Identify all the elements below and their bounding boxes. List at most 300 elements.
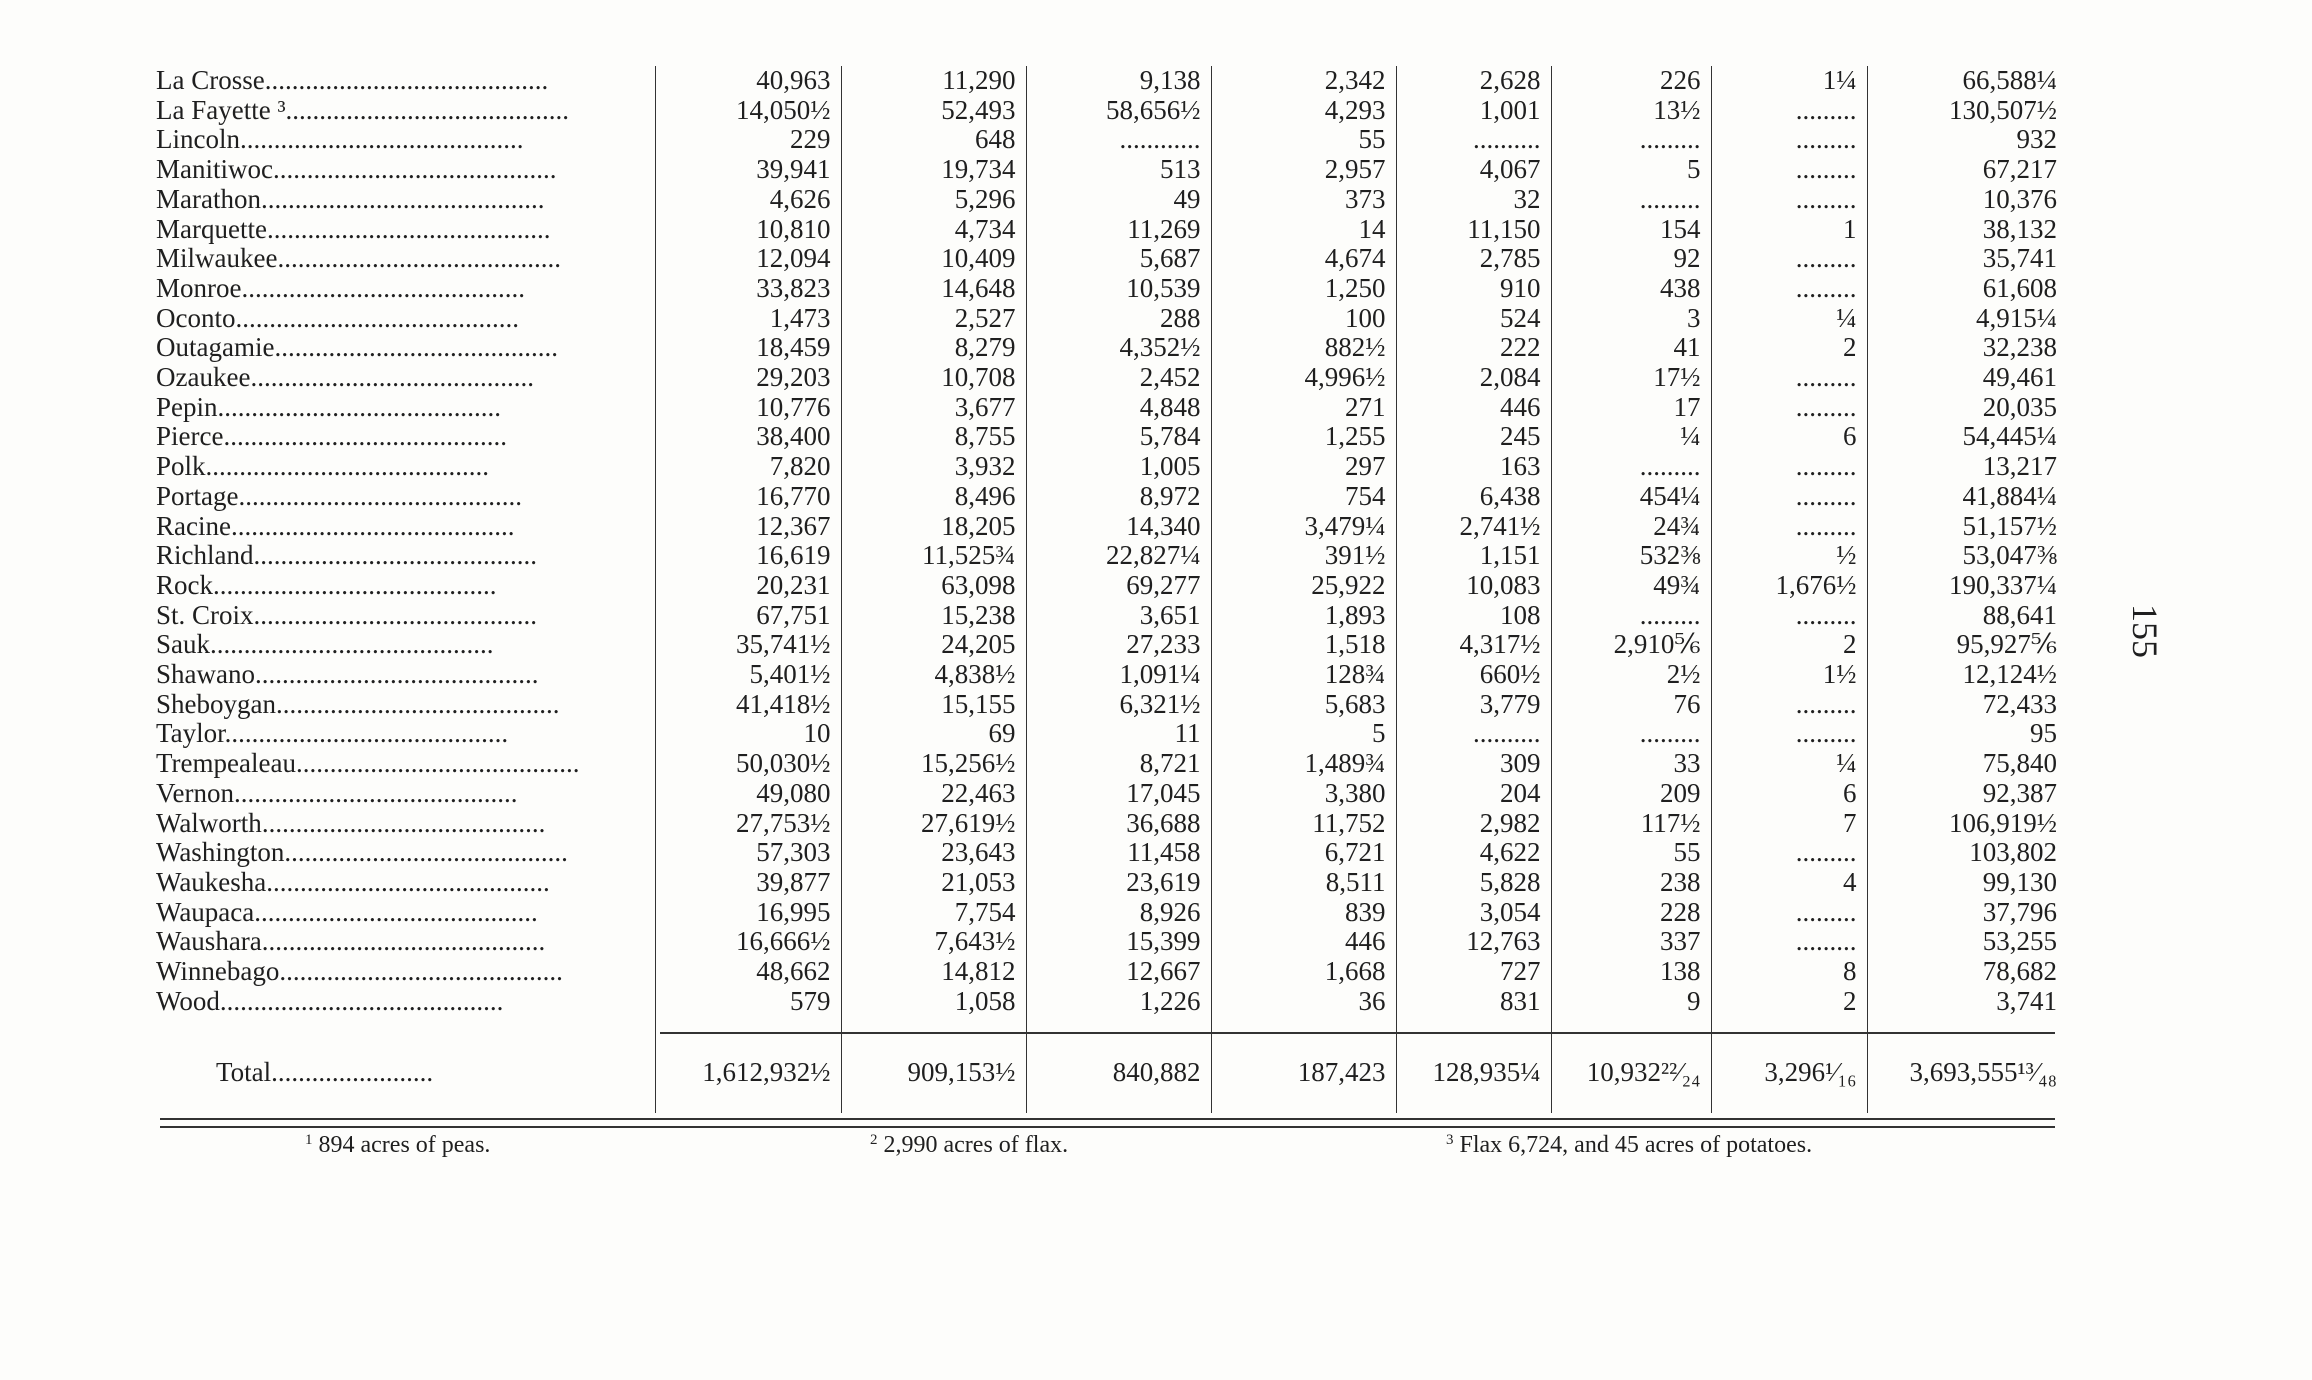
value-cell: 2 xyxy=(1711,987,1867,1017)
value-cell: 7 xyxy=(1711,809,1867,839)
value-cell: 4,848 xyxy=(1026,393,1211,423)
table-row xyxy=(152,452,2067,482)
value-cell: 106,919½ xyxy=(1867,809,2067,839)
county-name: Wood.......................................... xyxy=(156,986,504,1016)
value-cell: 95 xyxy=(1867,719,2067,749)
value-cell: 63,098 xyxy=(841,571,1026,601)
county-name: Walworth.......................................... xyxy=(156,808,546,838)
value-cell: 14,812 xyxy=(841,957,1026,987)
county-name: Manitiwoc.......................................... xyxy=(156,155,557,185)
page-number: 155 xyxy=(2125,604,2165,658)
value-cell: 8 xyxy=(1711,957,1867,987)
table-row xyxy=(152,809,2067,839)
value-cell: 2,452 xyxy=(1026,363,1211,393)
value-cell: 446 xyxy=(1211,927,1396,957)
table-row xyxy=(152,838,2067,868)
value-cell: 21,053 xyxy=(841,868,1026,898)
value-cell: 20,035 xyxy=(1867,393,2067,423)
county-name: Sauk.......................................... xyxy=(156,630,494,660)
value-cell: 38,132 xyxy=(1867,215,2067,245)
table-row xyxy=(152,660,2067,690)
value-cell: 3,741 xyxy=(1867,987,2067,1017)
value-cell: 41,884¼ xyxy=(1867,482,2067,512)
county-name: Ozaukee.......................................... xyxy=(156,363,534,393)
value-cell: 6 xyxy=(1711,422,1867,452)
county-name: Rock.......................................... xyxy=(156,570,497,600)
value-cell: 3,380 xyxy=(1211,779,1396,809)
value-cell: 50,030½ xyxy=(655,749,841,779)
value-cell: ......... xyxy=(1711,125,1867,155)
value-cell: 72,433 xyxy=(1867,690,2067,720)
value-cell: 4,674 xyxy=(1211,244,1396,274)
value-cell: 1 xyxy=(1711,215,1867,245)
value-cell: 32 xyxy=(1396,185,1551,215)
value-cell: 10,708 xyxy=(841,363,1026,393)
value-cell: 103,802 xyxy=(1867,838,2067,868)
value-cell: 27,753½ xyxy=(655,809,841,839)
value-cell: 1¼ xyxy=(1711,66,1867,96)
value-cell: 11,752 xyxy=(1211,809,1396,839)
value-cell: 3,932 xyxy=(841,452,1026,482)
value-cell: 1,255 xyxy=(1211,422,1396,452)
value-cell: 38,400 xyxy=(655,422,841,452)
value-cell: 1,005 xyxy=(1026,452,1211,482)
value-cell: 10,083 xyxy=(1396,571,1551,601)
value-cell: 61,608 xyxy=(1867,274,2067,304)
value-cell: 35,741 xyxy=(1867,244,2067,274)
value-cell: ......... xyxy=(1551,452,1711,482)
value-cell: 154 xyxy=(1551,215,1711,245)
table-row xyxy=(152,630,2067,660)
value-cell: 5 xyxy=(1211,719,1396,749)
county-rows xyxy=(152,66,2067,1017)
footnotes xyxy=(0,1132,2312,1172)
value-cell: 14,340 xyxy=(1026,512,1211,542)
value-cell: 17 xyxy=(1551,393,1711,423)
value-cell: 8,755 xyxy=(841,422,1026,452)
value-cell: 49¾ xyxy=(1551,571,1711,601)
table-row xyxy=(152,541,2067,571)
value-cell: 10,376 xyxy=(1867,185,2067,215)
value-cell: ......... xyxy=(1711,927,1867,957)
value-cell: 190,337¼ xyxy=(1867,571,2067,601)
county-name: Waukesha.......................................... xyxy=(156,867,550,897)
value-cell: 24,205 xyxy=(841,630,1026,660)
table-row xyxy=(152,749,2067,779)
value-cell: 5,687 xyxy=(1026,244,1211,274)
total-row xyxy=(152,1027,2067,1113)
value-cell: 75,840 xyxy=(1867,749,2067,779)
value-cell: 12,094 xyxy=(655,244,841,274)
value-cell: 1½ xyxy=(1711,660,1867,690)
value-cell: ......... xyxy=(1711,482,1867,512)
county-name: Oconto.......................................... xyxy=(156,303,519,333)
value-cell: 69 xyxy=(841,719,1026,749)
value-cell: 33 xyxy=(1551,749,1711,779)
value-cell: 48,662 xyxy=(655,957,841,987)
value-cell: 11,150 xyxy=(1396,215,1551,245)
table-row xyxy=(152,215,2067,245)
table-row xyxy=(152,868,2067,898)
value-cell: 3 xyxy=(1551,304,1711,334)
value-cell: 1,091¼ xyxy=(1026,660,1211,690)
value-cell: ......... xyxy=(1711,185,1867,215)
table-row xyxy=(152,987,2067,1017)
total-cell: 1,612,932½ xyxy=(655,1027,841,1113)
total-cell: 128,935¼ xyxy=(1396,1027,1551,1113)
value-cell: 10,810 xyxy=(655,215,841,245)
table-row xyxy=(152,601,2067,631)
value-cell: 3,054 xyxy=(1396,898,1551,928)
value-cell: 15,256½ xyxy=(841,749,1026,779)
value-cell: 4,734 xyxy=(841,215,1026,245)
value-cell: 5 xyxy=(1551,155,1711,185)
value-cell: 4,838½ xyxy=(841,660,1026,690)
value-cell: ½ xyxy=(1711,541,1867,571)
value-cell: 9 xyxy=(1551,987,1711,1017)
value-cell: 579 xyxy=(655,987,841,1017)
value-cell: 11,269 xyxy=(1026,215,1211,245)
value-cell: ......... xyxy=(1711,452,1867,482)
value-cell: 4,622 xyxy=(1396,838,1551,868)
total-cell: 3,296¹⁄₁₆ xyxy=(1711,1027,1867,1113)
total-cell: 909,153½ xyxy=(841,1027,1026,1113)
value-cell: 4,352½ xyxy=(1026,333,1211,363)
value-cell: 13,217 xyxy=(1867,452,2067,482)
value-cell: 297 xyxy=(1211,452,1396,482)
value-cell: 95,927⅚ xyxy=(1867,630,2067,660)
value-cell: 2,785 xyxy=(1396,244,1551,274)
value-cell: 8,496 xyxy=(841,482,1026,512)
table-row xyxy=(152,482,2067,512)
value-cell: 51,157½ xyxy=(1867,512,2067,542)
value-cell: ......... xyxy=(1551,719,1711,749)
value-cell: 14 xyxy=(1211,215,1396,245)
value-cell: 49,461 xyxy=(1867,363,2067,393)
value-cell: ......... xyxy=(1711,244,1867,274)
table-row xyxy=(152,333,2067,363)
county-name: St. Croix.......................................... xyxy=(156,600,538,630)
value-cell: 831 xyxy=(1396,987,1551,1017)
value-cell: 10,776 xyxy=(655,393,841,423)
county-name: Waupaca.......................................... xyxy=(156,897,538,927)
value-cell: 10 xyxy=(655,719,841,749)
table-row xyxy=(152,422,2067,452)
county-name: Portage.......................................... xyxy=(156,481,522,511)
value-cell: 5,296 xyxy=(841,185,1026,215)
table-row xyxy=(152,512,2067,542)
value-cell: ......... xyxy=(1711,898,1867,928)
value-cell: 18,459 xyxy=(655,333,841,363)
value-cell: 57,303 xyxy=(655,838,841,868)
total-cell: 3,693,555¹³⁄₄₈ xyxy=(1867,1027,2067,1113)
value-cell: 2,628 xyxy=(1396,66,1551,96)
value-cell: 108 xyxy=(1396,601,1551,631)
value-cell: 52,493 xyxy=(841,96,1026,126)
value-cell: 23,619 xyxy=(1026,868,1211,898)
value-cell: 33,823 xyxy=(655,274,841,304)
value-cell: 58,656½ xyxy=(1026,96,1211,126)
value-cell: 6,438 xyxy=(1396,482,1551,512)
value-cell: 309 xyxy=(1396,749,1551,779)
value-cell: ¼ xyxy=(1711,304,1867,334)
value-cell: 36 xyxy=(1211,987,1396,1017)
value-cell: 117½ xyxy=(1551,809,1711,839)
value-cell: 40,963 xyxy=(655,66,841,96)
value-cell: 228 xyxy=(1551,898,1711,928)
value-cell: 29,203 xyxy=(655,363,841,393)
value-cell: ......... xyxy=(1711,719,1867,749)
value-cell: 11 xyxy=(1026,719,1211,749)
value-cell: ......... xyxy=(1711,274,1867,304)
value-cell: 100 xyxy=(1211,304,1396,334)
county-name: Vernon.......................................... xyxy=(156,778,518,808)
value-cell: 3,479¼ xyxy=(1211,512,1396,542)
value-cell: 446 xyxy=(1396,393,1551,423)
value-cell: 12,667 xyxy=(1026,957,1211,987)
value-cell: 754 xyxy=(1211,482,1396,512)
value-cell: 14,648 xyxy=(841,274,1026,304)
value-cell: 1,518 xyxy=(1211,630,1396,660)
value-cell: ......... xyxy=(1711,601,1867,631)
total-cell: 187,423 xyxy=(1211,1027,1396,1113)
value-cell: 35,741½ xyxy=(655,630,841,660)
value-cell: 12,124½ xyxy=(1867,660,2067,690)
table-row xyxy=(152,363,2067,393)
table-row xyxy=(152,155,2067,185)
value-cell: 3,677 xyxy=(841,393,1026,423)
value-cell: 88,641 xyxy=(1867,601,2067,631)
total-cell: 840,882 xyxy=(1026,1027,1211,1113)
county-name: Racine.......................................... xyxy=(156,511,515,541)
value-cell: 12,763 xyxy=(1396,927,1551,957)
value-cell: ......... xyxy=(1711,155,1867,185)
value-cell: 16,666½ xyxy=(655,927,841,957)
value-cell: 1,058 xyxy=(841,987,1026,1017)
value-cell: 53,047⅜ xyxy=(1867,541,2067,571)
value-cell: ......... xyxy=(1551,185,1711,215)
value-cell: 138 xyxy=(1551,957,1711,987)
value-cell: 24¾ xyxy=(1551,512,1711,542)
value-cell: 36,688 xyxy=(1026,809,1211,839)
county-name: Waushara.......................................... xyxy=(156,927,546,957)
table-row xyxy=(152,393,2067,423)
value-cell: 19,734 xyxy=(841,155,1026,185)
value-cell: 245 xyxy=(1396,422,1551,452)
county-name: Sheboygan.......................................... xyxy=(156,689,560,719)
table-row xyxy=(152,96,2067,126)
value-cell: 2,957 xyxy=(1211,155,1396,185)
value-cell: 78,682 xyxy=(1867,957,2067,987)
value-cell: 932 xyxy=(1867,125,2067,155)
value-cell: 130,507½ xyxy=(1867,96,2067,126)
value-cell: 11,458 xyxy=(1026,838,1211,868)
value-cell: 1,473 xyxy=(655,304,841,334)
table-row xyxy=(152,185,2067,215)
value-cell: 16,995 xyxy=(655,898,841,928)
value-cell: 5,784 xyxy=(1026,422,1211,452)
value-cell: 3,651 xyxy=(1026,601,1211,631)
value-cell: 22,463 xyxy=(841,779,1026,809)
county-name: Monroe.......................................... xyxy=(156,273,525,303)
value-cell: 49,080 xyxy=(655,779,841,809)
value-cell: 10,539 xyxy=(1026,274,1211,304)
county-name: Winnebago.......................................... xyxy=(156,957,563,987)
county-name: Polk.......................................... xyxy=(156,452,490,482)
value-cell: 128¾ xyxy=(1211,660,1396,690)
value-cell: 648 xyxy=(841,125,1026,155)
value-cell: 2 xyxy=(1711,630,1867,660)
value-cell: ......... xyxy=(1711,363,1867,393)
value-cell: 4,317½ xyxy=(1396,630,1551,660)
value-cell: 1,226 xyxy=(1026,987,1211,1017)
value-cell: 7,643½ xyxy=(841,927,1026,957)
value-cell: 839 xyxy=(1211,898,1396,928)
value-cell: 288 xyxy=(1026,304,1211,334)
value-cell: 23,643 xyxy=(841,838,1026,868)
value-cell: 3,779 xyxy=(1396,690,1551,720)
value-cell: 229 xyxy=(655,125,841,155)
value-cell: 10,409 xyxy=(841,244,1026,274)
value-cell: 7,820 xyxy=(655,452,841,482)
county-name: Washington.......................................... xyxy=(156,838,568,868)
value-cell: 660½ xyxy=(1396,660,1551,690)
value-cell: 11,290 xyxy=(841,66,1026,96)
value-cell: 391½ xyxy=(1211,541,1396,571)
value-cell: 438 xyxy=(1551,274,1711,304)
county-name: La Crosse.......................................... xyxy=(156,66,549,95)
value-cell: 41 xyxy=(1551,333,1711,363)
footnote: $^3$ Flax 6,724, and 45 acres of potatoes. xyxy=(1446,1132,1813,1158)
county-name: Pierce.......................................... xyxy=(156,422,507,452)
value-cell: 513 xyxy=(1026,155,1211,185)
table-row xyxy=(152,898,2067,928)
value-cell: 53,255 xyxy=(1867,927,2067,957)
value-cell: 15,155 xyxy=(841,690,1026,720)
value-cell: 8,926 xyxy=(1026,898,1211,928)
table-row xyxy=(152,125,2067,155)
value-cell: ......... xyxy=(1711,512,1867,542)
value-cell: 727 xyxy=(1396,957,1551,987)
value-cell: 99,130 xyxy=(1867,868,2067,898)
value-cell: 9,138 xyxy=(1026,66,1211,96)
table-row xyxy=(152,690,2067,720)
value-cell: 16,770 xyxy=(655,482,841,512)
value-cell: 2,741½ xyxy=(1396,512,1551,542)
value-cell: 15,238 xyxy=(841,601,1026,631)
value-cell: 2 xyxy=(1711,333,1867,363)
value-cell: 2,982 xyxy=(1396,809,1551,839)
table-row xyxy=(152,957,2067,987)
value-cell: .......... xyxy=(1396,719,1551,749)
value-cell: ¼ xyxy=(1551,422,1711,452)
value-cell: 1,676½ xyxy=(1711,571,1867,601)
value-cell: 76 xyxy=(1551,690,1711,720)
table-bottom-rule xyxy=(160,1126,2055,1128)
county-name: Marathon.......................................... xyxy=(156,184,545,214)
value-cell: 7,754 xyxy=(841,898,1026,928)
value-cell: 4,915¼ xyxy=(1867,304,2067,334)
value-cell: 8,721 xyxy=(1026,749,1211,779)
county-name: Lincoln.......................................... xyxy=(156,125,524,155)
value-cell: 524 xyxy=(1396,304,1551,334)
value-cell: 1,250 xyxy=(1211,274,1396,304)
value-cell: 66,588¼ xyxy=(1867,66,2067,96)
county-name: Taylor.......................................... xyxy=(156,719,509,749)
value-cell: 18,205 xyxy=(841,512,1026,542)
value-cell: 5,828 xyxy=(1396,868,1551,898)
county-name: Pepin.......................................... xyxy=(156,392,502,422)
value-cell: 15,399 xyxy=(1026,927,1211,957)
value-cell: 8,972 xyxy=(1026,482,1211,512)
value-cell: ............ xyxy=(1026,125,1211,155)
value-cell: 1,001 xyxy=(1396,96,1551,126)
value-cell: 55 xyxy=(1551,838,1711,868)
value-cell: 14,050½ xyxy=(655,96,841,126)
value-cell: 92,387 xyxy=(1867,779,2067,809)
value-cell: 6,721 xyxy=(1211,838,1396,868)
table-row xyxy=(152,274,2067,304)
value-cell: 2½ xyxy=(1551,660,1711,690)
value-cell: 163 xyxy=(1396,452,1551,482)
value-cell: 910 xyxy=(1396,274,1551,304)
value-cell: ......... xyxy=(1711,393,1867,423)
value-cell: 226 xyxy=(1551,66,1711,96)
value-cell: ......... xyxy=(1551,601,1711,631)
value-cell: 39,941 xyxy=(655,155,841,185)
value-cell: 532⅜ xyxy=(1551,541,1711,571)
county-name: La Fayette ³.......................................... xyxy=(156,95,570,125)
table-row xyxy=(152,304,2067,334)
value-cell: 12,367 xyxy=(655,512,841,542)
total-label: Total........................ xyxy=(216,1056,434,1087)
value-cell: 1,151 xyxy=(1396,541,1551,571)
value-cell: 6,321½ xyxy=(1026,690,1211,720)
value-cell: 49 xyxy=(1026,185,1211,215)
value-cell: 69,277 xyxy=(1026,571,1211,601)
value-cell: ......... xyxy=(1711,96,1867,126)
value-cell: 4,067 xyxy=(1396,155,1551,185)
value-cell: 13½ xyxy=(1551,96,1711,126)
table-row xyxy=(152,66,2067,96)
county-name: Shawano.......................................... xyxy=(156,660,539,690)
value-cell: 2,342 xyxy=(1211,66,1396,96)
value-cell: 6 xyxy=(1711,779,1867,809)
value-cell: 92 xyxy=(1551,244,1711,274)
value-cell: 8,279 xyxy=(841,333,1026,363)
value-cell: 222 xyxy=(1396,333,1551,363)
value-cell: 54,445¼ xyxy=(1867,422,2067,452)
county-name: Richland.......................................... xyxy=(156,541,537,571)
value-cell: 8,511 xyxy=(1211,868,1396,898)
county-name: Milwaukee.......................................... xyxy=(156,244,561,274)
value-cell: 67,217 xyxy=(1867,155,2067,185)
value-cell: ......... xyxy=(1711,690,1867,720)
county-statistics-table xyxy=(152,66,2067,1113)
value-cell: 271 xyxy=(1211,393,1396,423)
county-name: Marquette.......................................... xyxy=(156,214,551,244)
value-cell: 25,922 xyxy=(1211,571,1396,601)
value-cell: 22,827¼ xyxy=(1026,541,1211,571)
value-cell: 39,877 xyxy=(655,868,841,898)
value-cell: 5,401½ xyxy=(655,660,841,690)
value-cell: .......... xyxy=(1396,125,1551,155)
value-cell: 5,683 xyxy=(1211,690,1396,720)
value-cell: ......... xyxy=(1551,125,1711,155)
value-cell: 32,238 xyxy=(1867,333,2067,363)
value-cell: ......... xyxy=(1711,838,1867,868)
value-cell: 4,626 xyxy=(655,185,841,215)
